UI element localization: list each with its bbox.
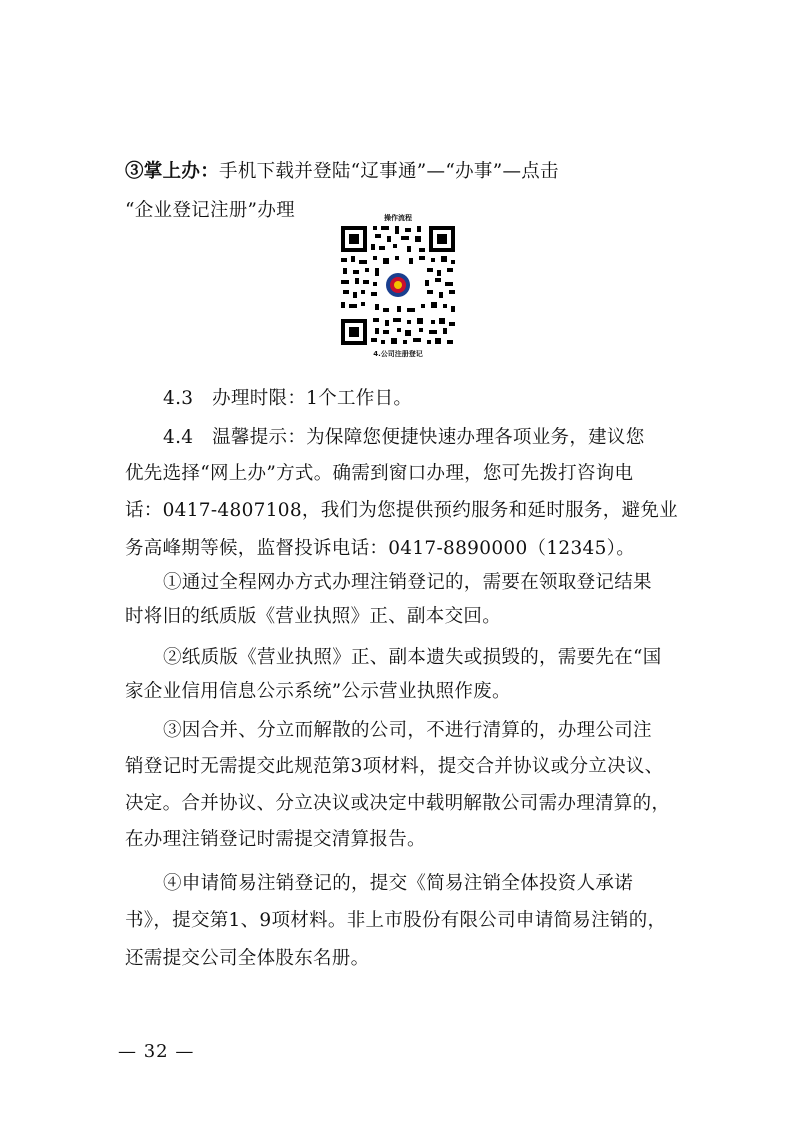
paragraph-line: 书》，提交第1、9项材料。非上市股份有限公司申请简易注销的， <box>125 910 667 931</box>
paragraph-line: ④申请简易注销登记的，提交《简易注销全体投资人承诺 <box>163 873 634 894</box>
paragraph-line: 话：0417-4807108，我们为您提供预约服务和延时服务，避免业 <box>125 500 678 521</box>
page-number: — 32 — <box>118 1041 195 1062</box>
qr-title: 操作流程 <box>384 214 412 222</box>
paragraph-line: 家企业信用信息公示系统”公示营业执照作废。 <box>125 681 511 702</box>
paragraph-line: 时将旧的纸质版《营业执照》正、副本交回。 <box>125 606 502 627</box>
section-lead: ③掌上办： <box>125 161 220 182</box>
qr-caption: 4.公司注册登记 <box>373 350 423 358</box>
paragraph-line: 销登记时无需提交此规范第3项材料，提交合并协议或分立决议、 <box>125 756 664 777</box>
paragraph-line: 4.4 温馨提示：为保障您便捷快速办理各项业务，建议您 <box>163 427 645 448</box>
qr-code-icon <box>339 224 457 347</box>
paragraph-line: 还需提交公司全体股东名册。 <box>125 948 370 969</box>
paragraph-line: ③因合并、分立而解散的公司，不进行清算的，办理公司注 <box>163 720 652 741</box>
paragraph-line: 4.3 办理时限：1个工作日。 <box>163 388 413 409</box>
qr-code-block <box>333 213 463 359</box>
paragraph-line <box>125 160 685 184</box>
paragraph-line: 务高峰期等候，监督投诉电话：0417-8890000（12345）。 <box>125 538 636 559</box>
paragraph-line: “企业登记注册”办理 <box>125 200 295 221</box>
line-text: 手机下载并登陆“辽事通”—“办事”—点击 <box>219 161 559 182</box>
paragraph-line: 优先选择“网上办”方式。确需到窗口办理，您可先拨打咨询电 <box>125 463 634 484</box>
paragraph-line: 决定。合并协议、分立决议或决定中载明解散公司需办理清算的， <box>125 793 671 814</box>
paragraph-line: 在办理注销登记时需提交清算报告。 <box>125 829 426 850</box>
paragraph-line: ②纸质版《营业执照》正、副本遗失或损毁的，需要先在“国 <box>163 647 662 668</box>
paragraph-line: ①通过全程网办方式办理注销登记的，需要在领取登记结果 <box>163 572 652 593</box>
